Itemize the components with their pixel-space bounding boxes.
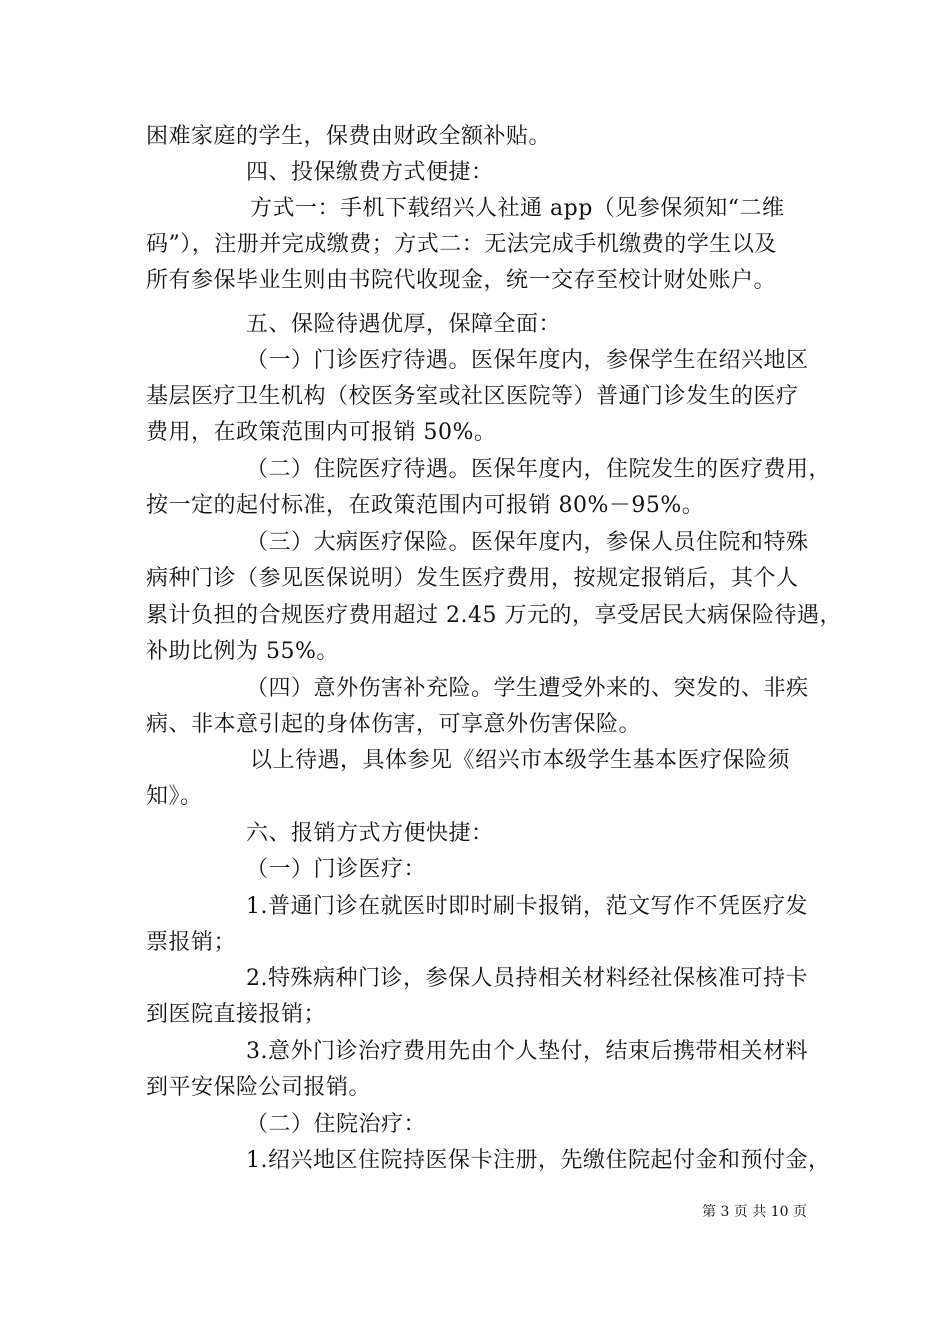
paragraph-line: 按一定的起付标准，在政策范围内可报销 80%－95%。 — [146, 493, 705, 518]
section-heading: 四、投保缴费方式便捷： — [246, 160, 494, 185]
paragraph-line: 方式一：手机下载绍兴人社通 app（见参保须知“二维 — [250, 196, 785, 221]
paragraph-line: 以上待遇，具体参见《绍兴市本级学生基本医疗保险须 — [250, 748, 791, 773]
paragraph-line: 1.绍兴地区住院持医保卡注册，先缴住院起付金和预付金， — [246, 1148, 831, 1173]
page-number-footer: 第 3 页 共 10 页 — [702, 1204, 807, 1220]
paragraph-line: 码”），注册并完成缴费；方式二：无法完成手机缴费的学生以及 — [146, 232, 777, 257]
paragraph-line: 病、非本意引起的身体伤害，可享意外伤害保险。 — [146, 712, 642, 737]
paragraph-line: 到平安保险公司报销。 — [146, 1075, 372, 1100]
paragraph-line: （四）意外伤害补充险。学生遭受外来的、突发的、非疾 — [246, 676, 809, 701]
paragraph-line: 基层医疗卫生机构（校医务室或社区医院等）普通门诊发生的医疗 — [146, 384, 799, 409]
paragraph-line: 3.意外门诊治疗费用先由个人垫付，结束后携带相关材料 — [246, 1039, 808, 1064]
paragraph-line: 2.特殊病种门诊，参保人员持相关材料经社保核准可持卡 — [246, 966, 808, 991]
paragraph-line: 1.普通门诊在就医时即时刷卡报销，范文写作不凭医疗发 — [246, 894, 808, 919]
paragraph-line: 补助比例为 55%。 — [146, 639, 339, 664]
paragraph-line: 困难家庭的学生，保费由财政全额补贴。 — [146, 124, 552, 149]
paragraph-line: （三）大病医疗保险。医保年度内，参保人员住院和特殊 — [246, 530, 809, 555]
paragraph-line: 到医院直接报销； — [146, 1002, 327, 1027]
paragraph-line: 病种门诊（参见医保说明）发生医疗费用，按规定报销后，其个人 — [146, 566, 799, 591]
paragraph-line: 累计负担的合规医疗费用超过 2.45 万元的，享受居民大病保险待遇， — [146, 603, 842, 628]
subsection-heading: （二）住院治疗： — [246, 1112, 427, 1137]
paragraph-line: 知》。 — [146, 784, 203, 809]
paragraph-line: 费用，在政策范围内可报销 50%。 — [146, 420, 497, 445]
section-heading: 五、保险待遇优厚，保障全面： — [246, 312, 562, 337]
paragraph-line: 票报销； — [146, 930, 237, 955]
paragraph-line: 所有参保毕业生则由书院代收现金，统一交存至校计财处账户。 — [146, 268, 777, 293]
section-heading: 六、报销方式方便快捷： — [246, 821, 494, 846]
paragraph-line: （一）门诊医疗待遇。医保年度内，参保学生在绍兴地区 — [246, 348, 809, 373]
subsection-heading: （一）门诊医疗： — [246, 857, 427, 882]
paragraph-line: （二）住院医疗待遇。医保年度内，住院发生的医疗费用， — [246, 457, 832, 482]
